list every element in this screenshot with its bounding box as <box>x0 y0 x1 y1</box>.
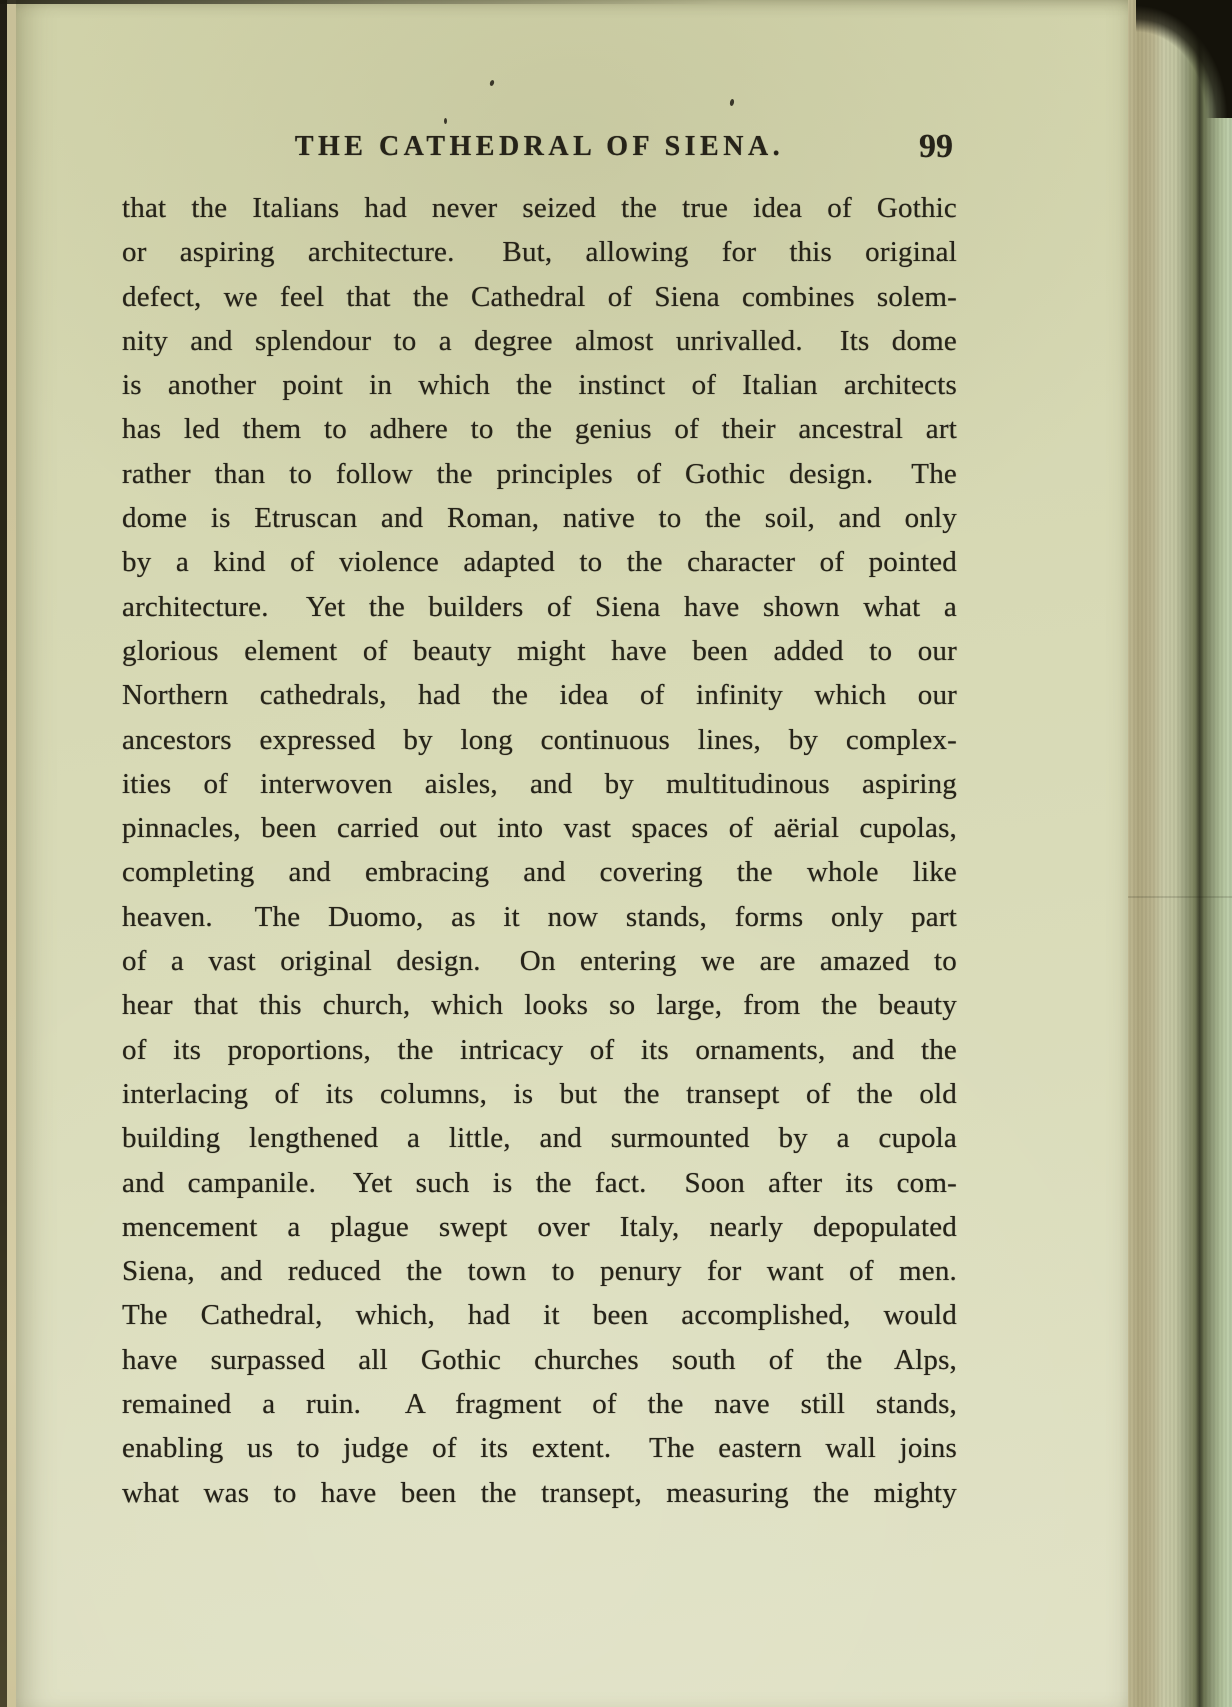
text-line: mencement a plague swept over Italy, nearly depopulated <box>122 1210 957 1243</box>
text-line: Northern cathedrals, had the idea of infinity which our <box>122 679 957 712</box>
text-line: enabling us to judge of its extent. The eastern wall joins <box>122 1432 957 1465</box>
body-text <box>122 186 957 1515</box>
text-line: architecture. Yet the builders of Siena have shown what a <box>122 590 957 623</box>
scan-speck <box>729 99 734 107</box>
text-line: has led them to adhere to the genius of their ancestral art <box>122 413 957 446</box>
text-line: or aspiring architecture. But, allowing for this original <box>122 236 957 269</box>
text-line: of a vast original design. On entering we are amazed to <box>122 945 957 978</box>
text-line: glorious element of beauty might have been added to our <box>122 634 957 667</box>
text-line: remained a ruin. A fragment of the nave still stands, <box>122 1388 957 1421</box>
page-gutter-edge <box>7 0 16 1707</box>
text-line: that the Italians had never seized the true idea of Gothic <box>122 192 957 224</box>
text-line: and campanile. Yet such is the fact. Soon after its com- <box>122 1166 957 1199</box>
text-line: rather than to follow the principles of Gothic design. The <box>122 457 957 490</box>
text-line: building lengthened a little, and surmounted by a cupola <box>122 1122 957 1155</box>
text-line: ancestors expressed by long continuous lines, by complex- <box>122 723 957 756</box>
text-line: heaven. The Duomo, as it now stands, forms only part <box>122 900 957 933</box>
text-line: defect, we feel that the Cathedral of Siena combines solem- <box>122 280 957 313</box>
header-title: THE CATHEDRAL OF SIENA. <box>294 131 785 162</box>
photo-left-edge <box>0 0 7 1707</box>
text-line: interlacing of its columns, is but the transept of the old <box>122 1077 957 1110</box>
text-line: is another point in which the instinct of Italian architects <box>122 369 957 402</box>
text-line: pinnacles, been carried out into vast spaces of aërial cupolas, <box>122 812 957 845</box>
text-line: The Cathedral, which, had it been accomplished, would <box>122 1299 957 1332</box>
text-line: Siena, and reduced the town to penury for want of men. <box>122 1255 957 1288</box>
text-line: have surpassed all Gothic churches south of the Alps, <box>122 1343 957 1376</box>
page-number: 99 <box>919 128 953 165</box>
photo-top-edge <box>0 0 720 4</box>
text-line: ities of interwoven aisles, and by multitudinous aspiring <box>122 767 957 800</box>
scan-speck <box>489 79 495 86</box>
text-line: completing and embracing and covering the whole like <box>122 856 957 889</box>
book-fore-edge <box>1128 0 1232 1707</box>
scan-speck <box>444 118 447 124</box>
text-line: dome is Etruscan and Roman, native to the soil, and only <box>122 502 957 535</box>
text-line: hear that this church, which looks so large, from the beauty <box>122 989 957 1022</box>
text-line: of its proportions, the intricacy of its ornaments, and the <box>122 1033 957 1066</box>
book-page <box>16 0 1128 1707</box>
running-header <box>122 124 957 170</box>
background-corner <box>1136 0 1232 118</box>
text-line: what was to have been the transept, measuring the mighty <box>122 1476 957 1509</box>
text-line: by a kind of violence adapted to the character of pointed <box>122 546 957 579</box>
text-line: nity and splendour to a degree almost unrivalled. Its dome <box>122 324 957 357</box>
